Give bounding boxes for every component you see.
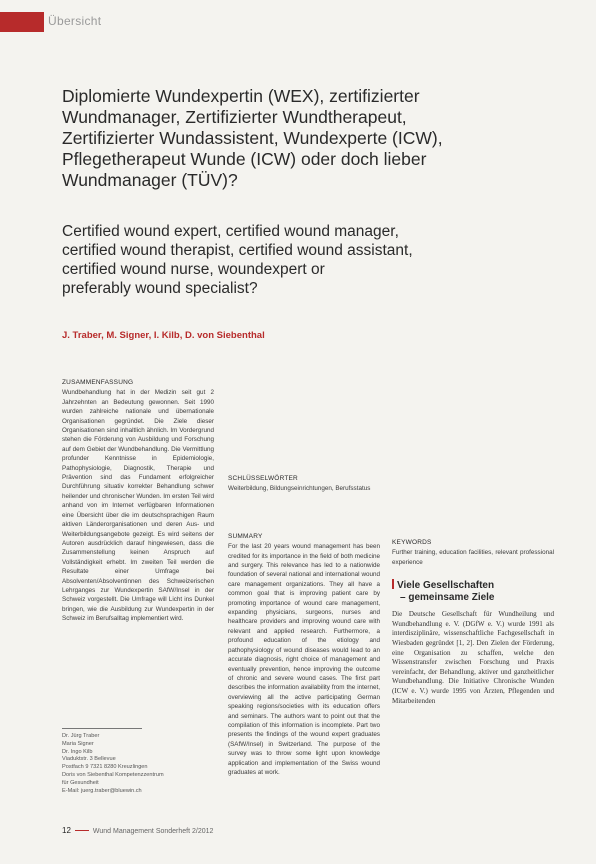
- author-address: [62, 733, 212, 795]
- zusammenfassung-text: Wundbehandlung hat in der Medizin seit gut 2 Jahrzehnten an Bedeutung gewonnen. Seit 1990 wurden zahlreiche nationale und übernationale Organisationen gegründet. Die Ziele dieser Organisationen sind inhaltlich ähnlich. Im Vordergrund stehen die Förderung von Ausbildung und Forschung auf dem Gebiet der Wundbehandlung. Die Vermittlung profunder Kenntnisse in Epidemiologie, Pathophysiologie, Diagnostik, Therapie und Prävention sind das Fundament erfolgreicher Durchführung situativ korrekter Behandlung schwer heilender und chronischer Wunden. Im ersten Teil wird anhand von im Internet verfügbaren Informationen eine Übersicht über die im deutschsprachigen Raum aktiven Länderorganisationen und deren Aus- und Weiterbildungsangebote gezeigt. Es wird seitens der Autoren ausdrücklich darauf hingewiesen, dass die Zusammenstellung keinen Anspruch auf Vollständigkeit erhebt. Im zweiten Teil werden die Resultate einer Umfrage bei Absolventen/Absolventinnen des Schweizerischen Lehrganges zur Wundexpertin SAfW/Insel in der Schweiz vorgestellt. Die Umfrage will Licht ins Dunkel bringen, wie die Ausbildung zur Wundexpertin in der Schweiz im Berufsalltag implementiert wird.: [62, 389, 214, 623]
- title-en-line: certified wound therapist, certified wound assistant,: [62, 242, 413, 259]
- title-en-line: certified wound nurse, woundexpert or: [62, 261, 325, 278]
- title-en-line: Certified wound expert, certified wound manager,: [62, 223, 399, 240]
- title-de-line: Wundmanager (TÜV)?: [62, 170, 238, 190]
- column-gap: [228, 506, 380, 532]
- address-line: Maria Signer: [62, 740, 94, 747]
- heading-accent-bar: [392, 579, 394, 589]
- summary-text: For the last 20 years wound management has been credited for its importance in the field of both medicine and surgery. This relevance has led to a nationwide foundation of several national and international wound care management organizations. They all have a common goal that is improving patient care by promoting importance of wound care management, expanding physicians, surgeons, nurses and healthcare providers and improving wound care with relevant and applied research. Furthermore, a profound education of the etiology and pathophysiology of wound diseases would lead to an accurate diagnosis, right choice of management and eventually prevention, hence improving the outcome of chronic and severe wound cases. The first part describes the information availability from the internet, overviewing all the active participating German speaking regions/societies with its education offers and seminars. The authors want to point out that the compilation of this information is incomplete. Part two presents the findings of the wound expert graduates (SAfW/Insel) in Switzerland. The purpose of the survey was to throw some light upon knowledge application and implementation of the Swiss wound graduates at work.: [228, 543, 380, 776]
- column-1: [62, 378, 214, 740]
- column-3: [392, 378, 554, 725]
- schluesselwoerter-heading: SCHLÜSSELWÖRTER: [228, 475, 298, 482]
- viele-body-text: Die Deutsche Gesellschaft für Wundheilung und Wundbehandlung e. V. (DGfW e. V.) wurde 1991 als interdisziplinäre, wissenschaftliche Fachgesellschaft in Wiesbaden gegründet [1, 2]. Den Zielen der Förderung, eine Organisation zu schaffen, welche den Wissenstransfer zwischen Forschung und Praxis vereinfacht, der Behandlung, aktiver und ganzheitlicher Wundbehandlung. Die Initiative Chronische Wunden (ICW e. V.) wurde 1995 von Ärzten, Pflegenden und Mitarbeitenden: [392, 610, 554, 705]
- address-line: Postfach 9 7321 8280 Kreuzlingen: [62, 764, 148, 771]
- title-en-line: preferably wound specialist?: [62, 280, 258, 297]
- page-footer: [62, 826, 213, 835]
- page-number: 12: [62, 826, 71, 835]
- column-3-spacer: [392, 378, 554, 538]
- viele-subheading: – gemeinsame Ziele: [400, 592, 495, 604]
- schluesselwoerter-text: Weiterbildung, Bildungseinrichtungen, Berufsstatus: [228, 485, 371, 493]
- address-line: Doris von Siebenthal Kompetenzzentrum: [62, 771, 164, 778]
- keywords-text: Further training, education facilities, relevant professional experience: [392, 549, 554, 566]
- address-divider: [62, 728, 142, 729]
- summary-heading: SUMMARY: [228, 532, 263, 540]
- column-2: [228, 378, 380, 864]
- article-title-german: [62, 86, 562, 191]
- title-de-line: Diplomierte Wundexpertin (WEX), zertifizierter: [62, 86, 420, 106]
- keywords-heading: KEYWORDS: [392, 539, 432, 546]
- viele-gesellschaften-heading: [392, 579, 554, 604]
- author-list: J. Traber, M. Signer, I. Kilb, D. von Siebenthal: [62, 330, 265, 341]
- address-line: Dr. Ingo Kilb: [62, 748, 93, 755]
- column-2-spacer: [228, 378, 380, 474]
- address-line: für Gesundheit: [62, 779, 99, 786]
- article-title-english: [62, 222, 562, 298]
- section-label: Übersicht: [48, 14, 102, 28]
- address-line: Dr. Jürg Traber: [62, 733, 100, 739]
- title-de-line: Zertifizierter Wundassistent, Wundexperte (ICW),: [62, 128, 443, 148]
- zusammenfassung-heading: ZUSAMMENFASSUNG: [62, 379, 134, 386]
- title-de-line: Wundmanager, Zertifizierter Wundtherapeut,: [62, 107, 407, 127]
- publication-name: Wund Management Sonderheft 2/2012: [92, 828, 214, 835]
- footer-separator: [75, 830, 89, 831]
- section-color-bar: [0, 12, 44, 32]
- address-line: E-Mail: juerg.traber@bluewin.ch: [62, 787, 142, 794]
- address-line: Viaduktstr. 3 Bellevue: [62, 756, 116, 763]
- viele-heading-text: Viele Gesellschaften: [397, 580, 495, 592]
- title-de-line: Pflegetherapeut Wunde (ICW) oder doch lieber: [62, 149, 427, 169]
